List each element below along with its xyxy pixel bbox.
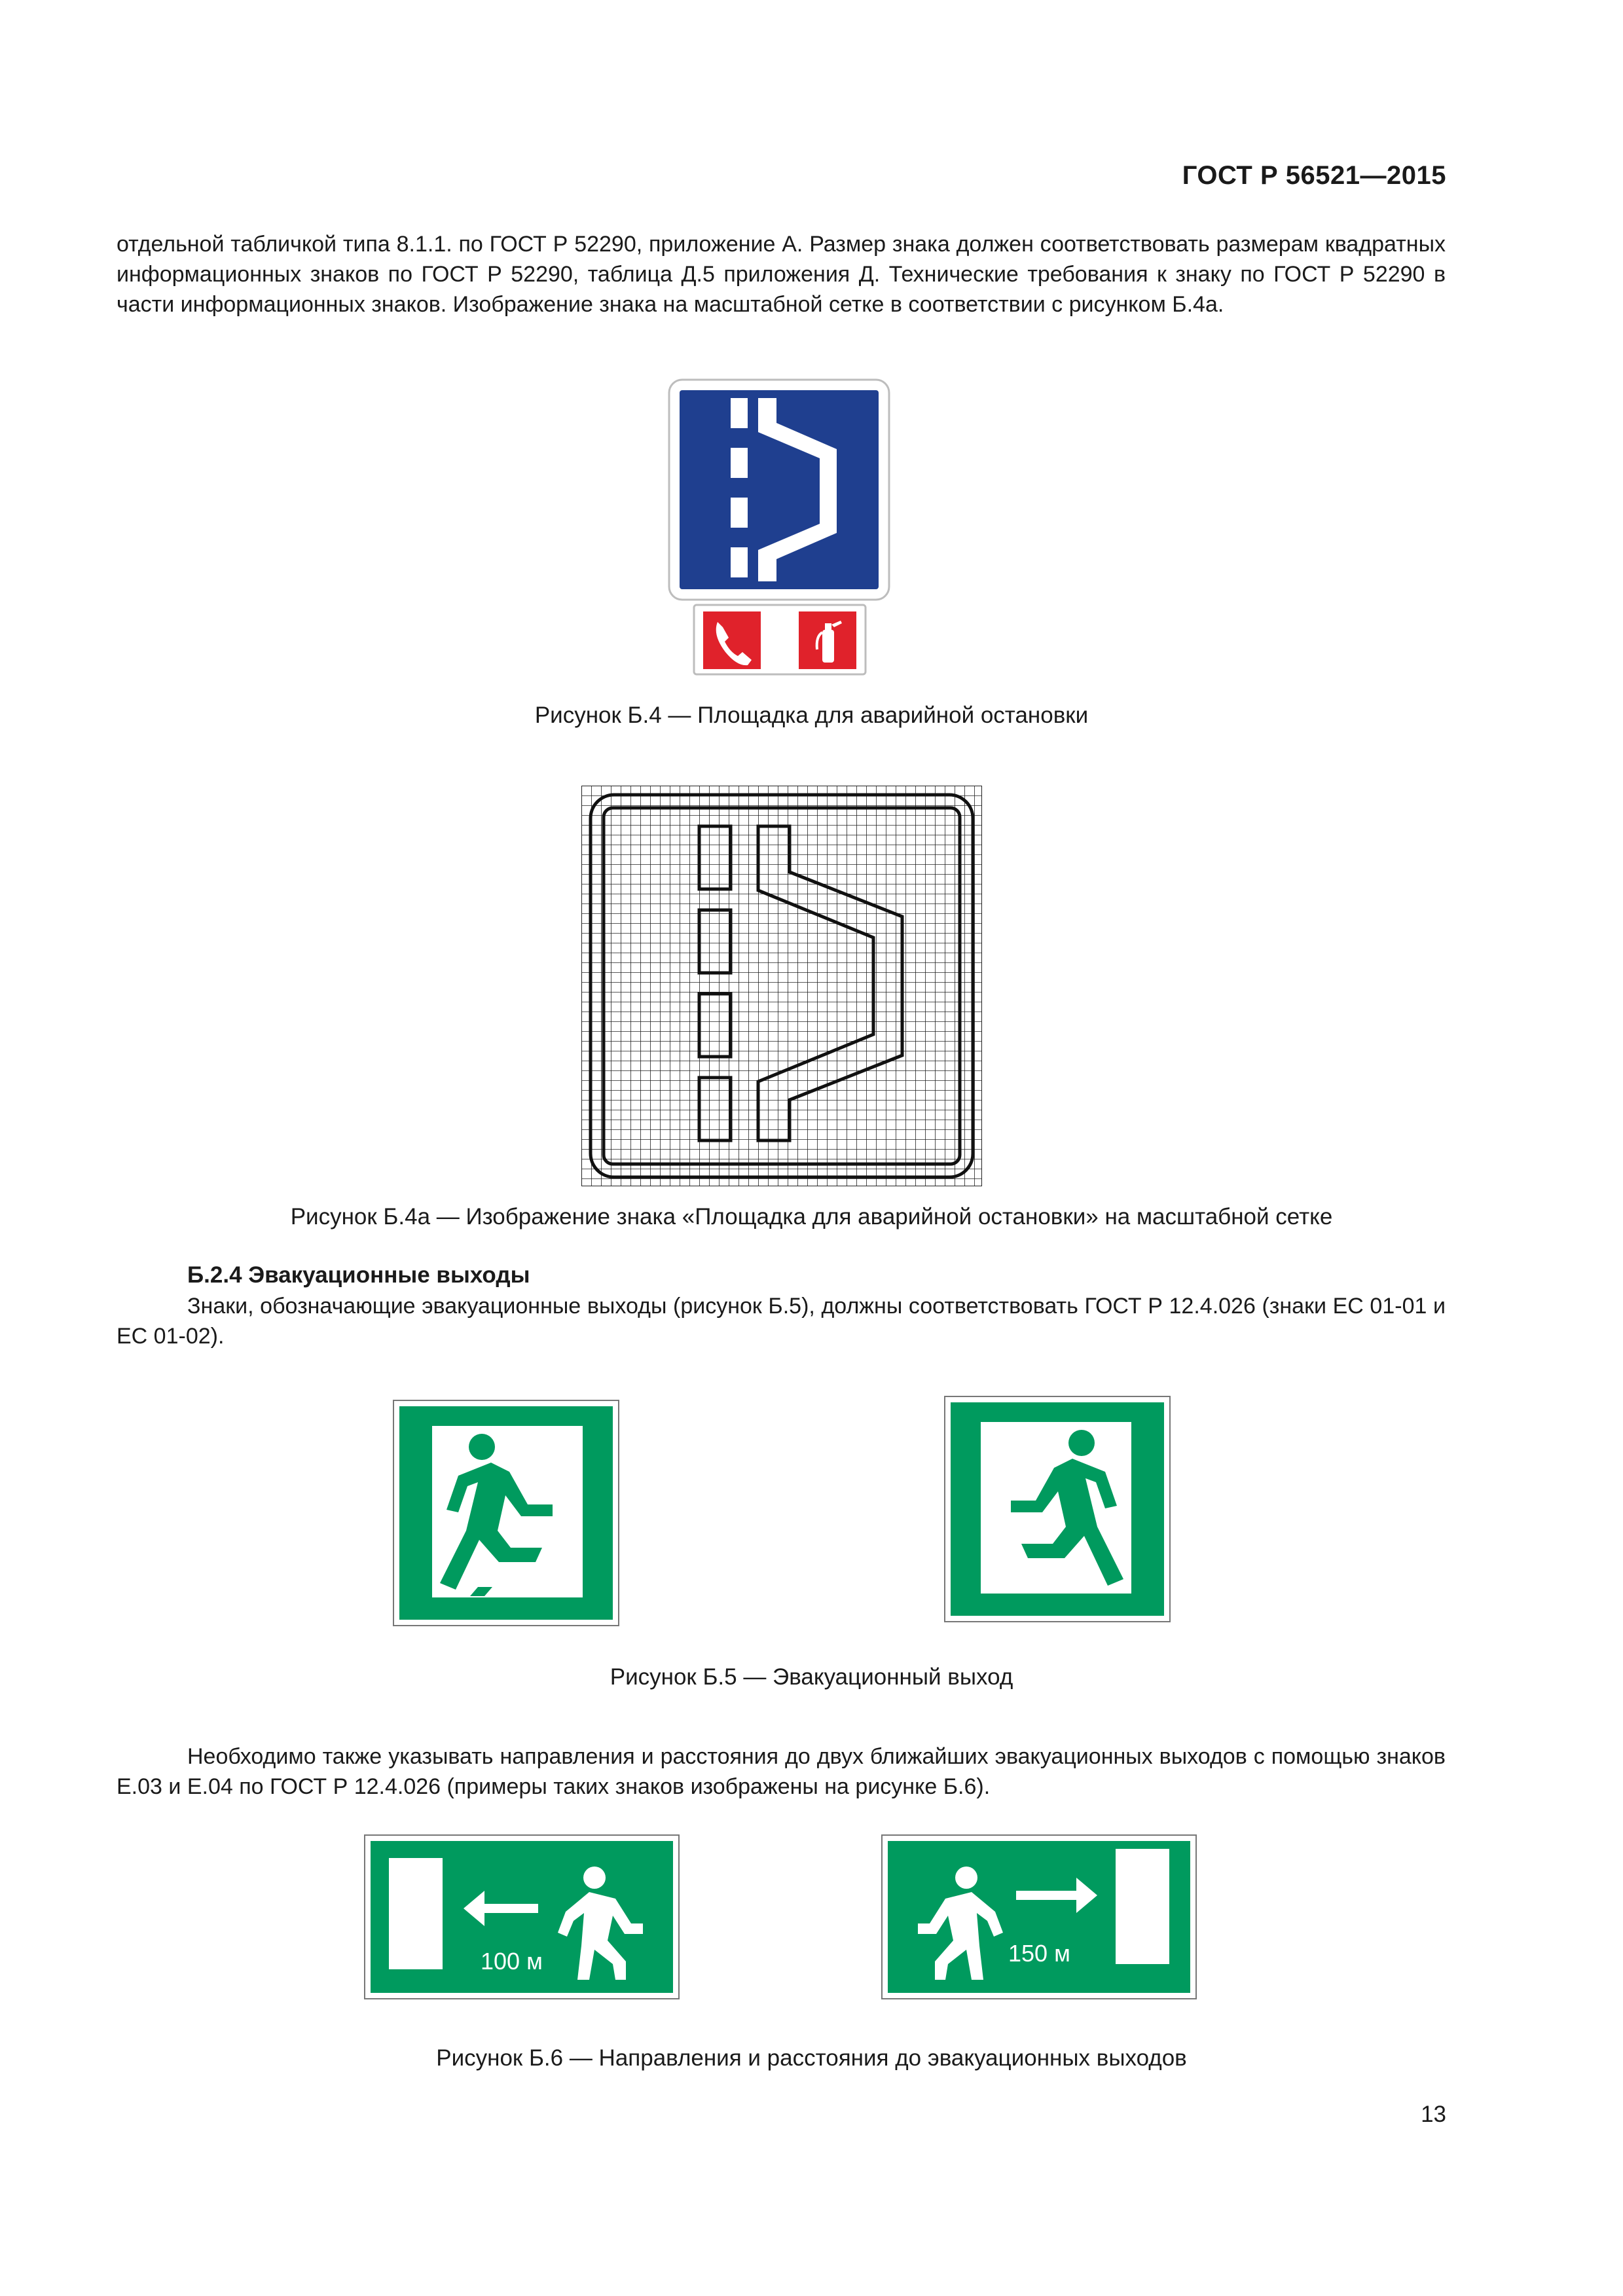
lane-dash [731, 547, 748, 577]
figure-caption-b4: Рисунок Б.4 — Площадка для аварийной остановки [534, 702, 1089, 728]
lane-dash [731, 448, 748, 478]
body-paragraph: отдельной табличкой типа 8.1.1. по ГОСТ Р 52290, приложение А. Размер знака должен соответствовать размерам квадратных информационных знаков по ГОСТ Р 52290, таблица Д.5 приложения Д. Технические требования к знаку по ГОСТ Р 52290 в части информационных знаков. Изображение знака на масштабной сетке в соответствии с рисунком Б.4а. [117, 232, 1446, 317]
section-paragraph: Знаки, обозначающие эвакуационные выходы (рисунок Б.5), должны соответствовать ГОСТ Р 12.4.026 (знаки ЕС 01-01 и ЕС 01-02). [117, 1294, 1446, 1349]
section-heading: Б.2.4 Эвакуационные выходы [187, 1262, 530, 1288]
page-number: 13 [1421, 2102, 1446, 2127]
fire-extinguisher-icon [799, 611, 856, 669]
lane-dash [731, 498, 748, 528]
evacuation-exit-sign-right [944, 1396, 1171, 1622]
distance-label: 150 м [1008, 1940, 1070, 1967]
distance-label: 100 м [481, 1948, 543, 1975]
figure-caption-b5: Рисунок Б.5 — Эвакуационный выход [610, 1664, 1013, 1690]
body-paragraph-2: Необходимо также указывать направления и расстояния до двух ближайших эвакуационных выходов с помощью знаков Е.03 и Е.04 по ГОСТ Р 12.4.026 (примеры таких знаков изображены на рисунке Б.6). [117, 1744, 1446, 1799]
door-icon [1116, 1849, 1169, 1964]
figure-caption-b4a: Рисунок Б.4а — Изображение знака «Площадка для аварийной остановки» на масштабной сетке [290, 1204, 1333, 1230]
direction-sign-right [881, 1834, 1197, 1999]
figure-caption-b6: Рисунок Б.6 — Направления и расстояния до эвакуационных выходов [436, 2045, 1187, 2071]
evacuation-exit-sign-left [393, 1400, 619, 1626]
door-icon [389, 1858, 443, 1969]
phone-icon [703, 611, 761, 669]
document-standard-number: ГОСТ Р 56521—2015 [1182, 161, 1446, 190]
scale-grid-sign [581, 786, 982, 1186]
emergency-stop-sign [668, 378, 897, 681]
lane-dash [731, 398, 748, 428]
direction-sign-left [364, 1834, 680, 1999]
